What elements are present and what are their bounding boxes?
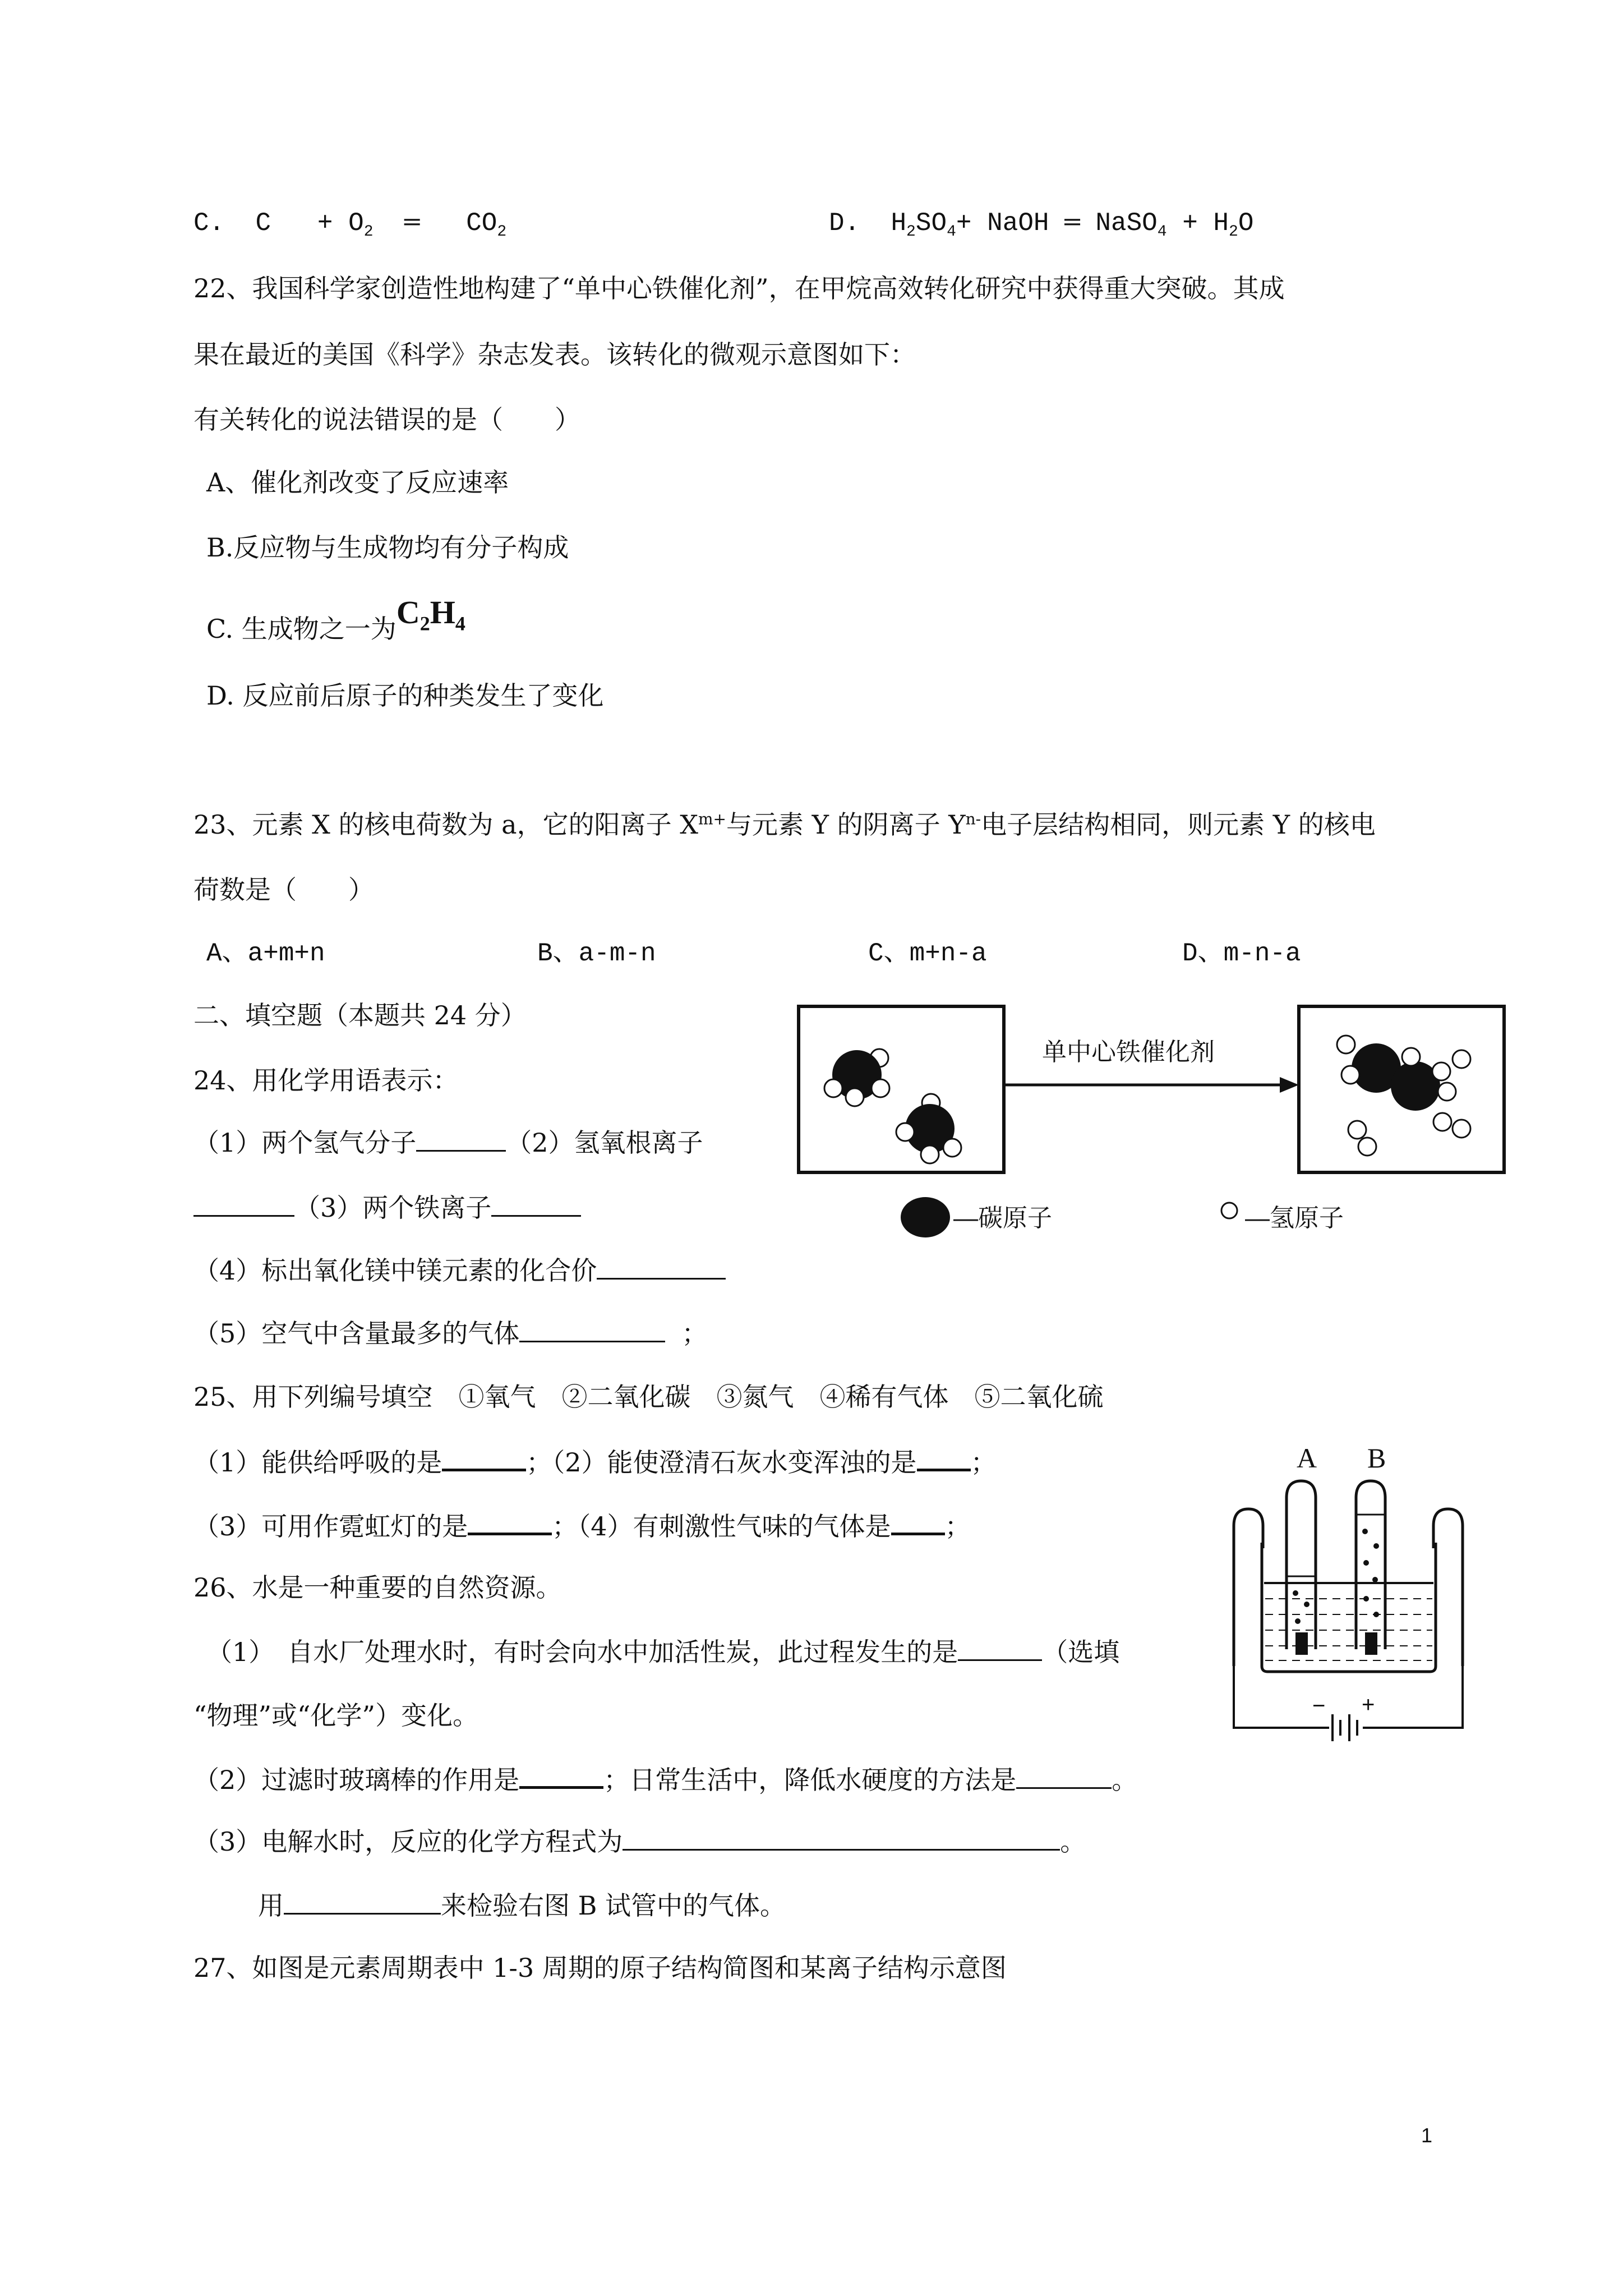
q26-item2: （2）过滤时玻璃棒的作用是 ；日常生活中，降低水硬度的方法是 。 [193,1761,1137,1797]
c2h4-formula: $C_2H_4$ [396,594,465,635]
battery-minus: − [1312,1694,1326,1718]
test-tube-a [1287,1481,1316,1649]
methane-molecule-1 [824,1049,889,1106]
page-number: 1 [1421,2124,1433,2147]
section-heading: 二、填空题（本题共 24 分） [193,1000,527,1030]
q21-option-d: D. $H_2SO_4+$ NaOH ═ NaSO$_4$ + $H_2O$ [829,209,1254,241]
q22-line2: 果在最近的美国《科学》杂志发表。该转化的微观示意图如下： [193,339,916,370]
arrow-head [1280,1077,1299,1093]
q23-option-c: C、m+n-a [868,939,987,968]
q25-blank4[interactable] [891,1508,945,1535]
q24-blank2[interactable] [193,1190,294,1217]
q24-blank3[interactable] [491,1190,581,1217]
q24-item5: （5）空气中含量最多的气体 ； [193,1316,708,1350]
q27-line: 27、如图是元素周期表中 1-3 周期的原子结构简图和某离子结构示意图 [193,1953,1007,1983]
q26-blank3[interactable] [1016,1763,1112,1789]
legend-carbon [901,1197,1052,1237]
legend-carbon-label: —碳原子 [953,1204,1052,1232]
q24-blank5[interactable] [519,1316,665,1342]
q25-title: 25、用下列编号填空 ①氧气 ②二氧化碳 ③氮气 ④稀有气体 ⑤二氧化硫 [193,1382,1104,1412]
electrode-b [1365,1632,1377,1655]
q25-blank1[interactable] [442,1444,526,1471]
battery-plus: + [1362,1692,1375,1717]
q24-blank1[interactable] [416,1125,506,1152]
q22-option-c: C. 生成物之一为$C_2H_4$ [206,594,465,644]
q26-blank2[interactable] [519,1761,603,1789]
legend-hydrogen [1221,1203,1344,1232]
side-tube-right [1433,1509,1463,1666]
battery-icon [1332,1714,1357,1741]
q22-prompt: 有关转化的说法错误的是（ ） [193,404,580,435]
q26-blank4[interactable] [623,1824,1060,1851]
q25-blank3[interactable] [468,1508,552,1535]
q25-items-3-4: （3）可用作霓虹灯的是 ；（4）有刺激性气味的气体是 ； [193,1508,971,1543]
q26-item1-line2: “物理”或“化学”）变化。 [193,1700,479,1731]
q24-title: 24、用化学用语表示： [193,1065,459,1096]
catalyst-label: 单中心铁催化剂 [1042,1038,1215,1066]
q25-blank2[interactable] [917,1444,971,1471]
test-tube-b [1356,1481,1385,1649]
q22-option-a: A、催化剂改变了反应速率 [206,467,509,498]
q22-option-b: B.反应物与生成物均有分子构成 [206,532,569,563]
q26-item3: （3）电解水时，反应的化学方程式为 。 [193,1824,1086,1858]
q26-item1-line1: （1） 自水厂处理水时，有时会向水中加活性炭，此过程发生的是 （选填 [206,1635,1119,1669]
ethylene-molecule [1337,1036,1470,1111]
side-tube-left [1234,1509,1263,1666]
q24-blank4[interactable] [597,1253,726,1280]
q24-item4: （4）标出氧化镁中镁元素的化合价 [193,1253,726,1287]
catalyst-reaction-diagram [796,1004,1514,1268]
q26-title: 26、水是一种重要的自然资源。 [193,1572,562,1603]
methane-molecule-2 [896,1094,961,1163]
wire-right [1363,1666,1463,1728]
q24-item1-2: （1）两个氢气分子 （2）氢氧根离子 [193,1125,703,1159]
q24-item3: （3）两个铁离子 [193,1190,581,1225]
hydrogen-molecule-2 [1433,1113,1470,1138]
q26-blank1[interactable] [958,1635,1042,1661]
q21-option-c: C. C + $O_2$ ═ $CO_2$ [193,209,507,241]
q23-line2: 荷数是（ ） [193,875,374,905]
electrolysis-diagram [1228,1436,1475,1761]
q25-items-1-2: （1）能供给呼吸的是 ；（2）能使澄清石灰水变浑浊的是 ； [193,1444,997,1479]
q23-option-b: B、a-m-n [537,939,656,968]
q22-option-d: D. 反应前后原子的种类发生了变化 [206,680,604,711]
q26-blank5[interactable] [284,1888,441,1915]
electrode-a [1295,1632,1308,1655]
tube-b-label: B [1367,1442,1386,1474]
legend-hydrogen-label: —氢原子 [1245,1204,1344,1232]
q23-option-a: A、a+m+n [206,939,325,968]
q26-item3-test: 用 来检验右图 B 试管中的气体。 [258,1888,786,1922]
q23-line1: 23、元素 X 的核电荷数为 a，它的阳离子 $X^{m+}$与元素 Y 的阴离子 $Y^{n-}$电子层结构相同，则元素 Y 的核电 [193,809,1376,840]
q23-option-d: D、m-n-a [1182,939,1301,968]
q22-line1: 22、我国科学家创造性地构建了“单中心铁催化剂”，在甲烷高效转化研究中获得重大突破。其成 [193,273,1285,303]
hydrogen-molecule-1 [1348,1121,1376,1156]
water-hatch [1265,1599,1432,1660]
tube-a-label: A [1297,1442,1317,1474]
